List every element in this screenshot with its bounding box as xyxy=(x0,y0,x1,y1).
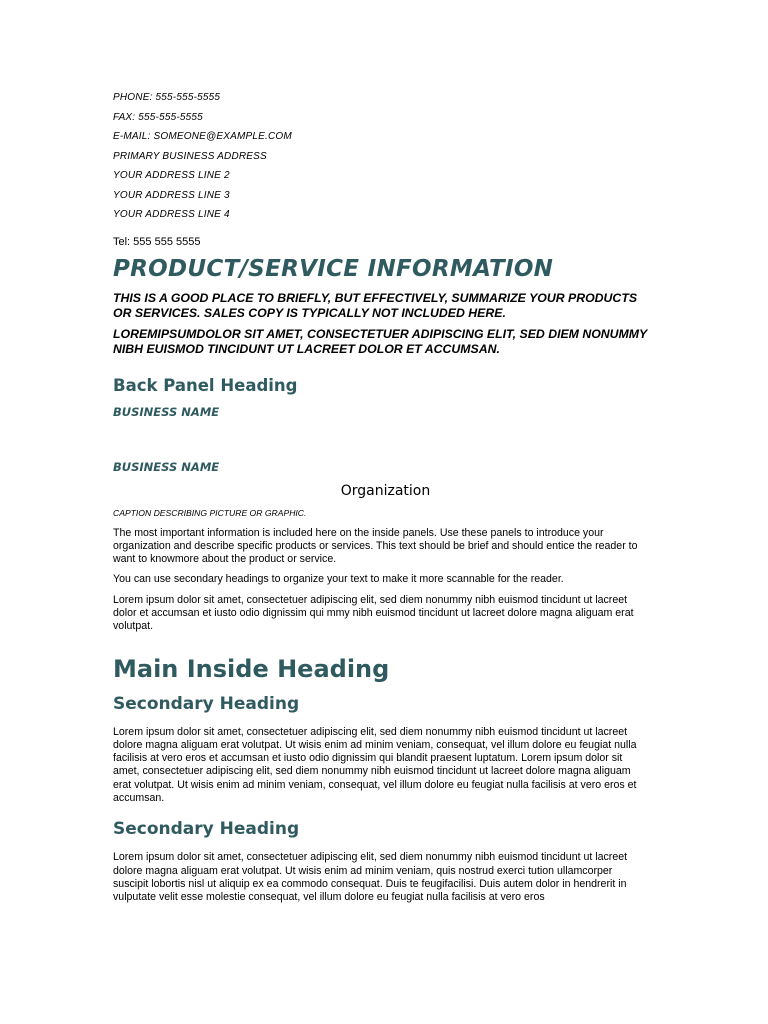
business-name-2: BUSINESS NAME xyxy=(113,459,220,474)
email-line: E-MAIL: SOMEONE@EXAMPLE.COM xyxy=(113,131,292,142)
business-name-1: BUSINESS NAME xyxy=(113,404,220,419)
product-service-title: PRODUCT/SERVICE INFORMATION xyxy=(113,255,554,282)
organization-label: Organization xyxy=(340,482,431,499)
product-lorem: LOREMIPSUMDOLOR SIT AMET, CONSECTETUER ADIPISCING ELIT, SED DIEM NONUMMY NIBH EUISMOD TINCIDUNT UT LACREET DOLOR ET ACCUMSAN. xyxy=(113,326,648,356)
address-line-3: YOUR ADDRESS LINE 3 xyxy=(113,189,230,201)
secondary-paragraph-2: Lorem ipsum dolor sit amet, consectetuer adipiscing elit, sed diem nonummy nibh euismod tincidunt ut lacreet dolore magna aliguam erat volutpat. Ut wisis enim ad minim veniam, quis nostrud exerci tution ullamcorper suscipit lobortis nisl ut aliquip ex ea commodo consequat. Duis te feugifacilisi. Duis autem dolor in hendrerit in vulputate velit esse molestie consequat, vel illum dolore eu feugiat nulla facilisis at vero eros xyxy=(113,851,628,904)
tel-line: Tel: 555 555 5555 xyxy=(113,235,201,248)
address-line-1: PRIMARY BUSINESS ADDRESS xyxy=(113,150,267,162)
phone-line: PHONE: 555-555-5555 xyxy=(113,92,221,103)
fax-line: FAX: 555-555-5555 xyxy=(113,111,203,123)
back-panel-paragraph-3: Lorem ipsum dolor sit amet, consectetuer adipiscing elit, sed diem nonummy nibh euismod tincidunt ut lacreet dolor et accumsan et iusto odio dignissim qui mmy nibh euismod tincidunt ut lacreet dolore magna aliguam erat volutpat. xyxy=(113,593,634,633)
secondary-heading-2: Secondary Heading xyxy=(113,819,300,840)
main-inside-heading: Main Inside Heading xyxy=(113,654,390,683)
back-panel-paragraph-2: You can use secondary headings to organize your text to make it more scannable for the reader. xyxy=(113,573,564,586)
brochure-page xyxy=(113,0,658,912)
top-spacer xyxy=(113,0,658,92)
picture-caption: CAPTION DESCRIBING PICTURE OR GRAPHIC. xyxy=(113,507,307,518)
secondary-paragraph-1: Lorem ipsum dolor sit amet, consectetuer adipiscing elit, sed diem nonummy nibh euismod tincidunt ut lacreet dolore magna aliguam erat volutpat. Ut wisis enim ad minim veniam, consequat, vel illum dolore eu feugiat nulla facilisis at vero eros et accumsan et iusto odio dignissim qui blandit praesent luptatum. Lorem ipsum dolor sit amet, consectetuer adipiscing elit, sed diem nonummy nibh euismod tincidunt ut lacreet dolore magna aliguam erat volutpat. Ut wisis enim ad minim veniam, consequat, vel illum dolore eu feugiat nulla facilisis at vero eros et accumsan. xyxy=(113,725,637,805)
back-panel-paragraph-1: The most important information is included here on the inside panels. Use these panels to introduce your organization and describe specific products or services. This text should be brief and should entice the reader to want to knowmore about the product or service. xyxy=(113,526,638,566)
product-summary: THIS IS A GOOD PLACE TO BRIEFLY, BUT EFFECTIVELY, SUMMARIZE YOUR PRODUCTS OR SERVICES. SALES COPY IS TYPICALLY NOT INCLUDED HERE. xyxy=(113,290,638,320)
secondary-heading-1: Secondary Heading xyxy=(113,693,300,714)
back-panel-heading: Back Panel Heading xyxy=(113,375,298,395)
address-line-2: YOUR ADDRESS LINE 2 xyxy=(113,170,230,181)
address-line-4: YOUR ADDRESS LINE 4 xyxy=(113,209,230,220)
